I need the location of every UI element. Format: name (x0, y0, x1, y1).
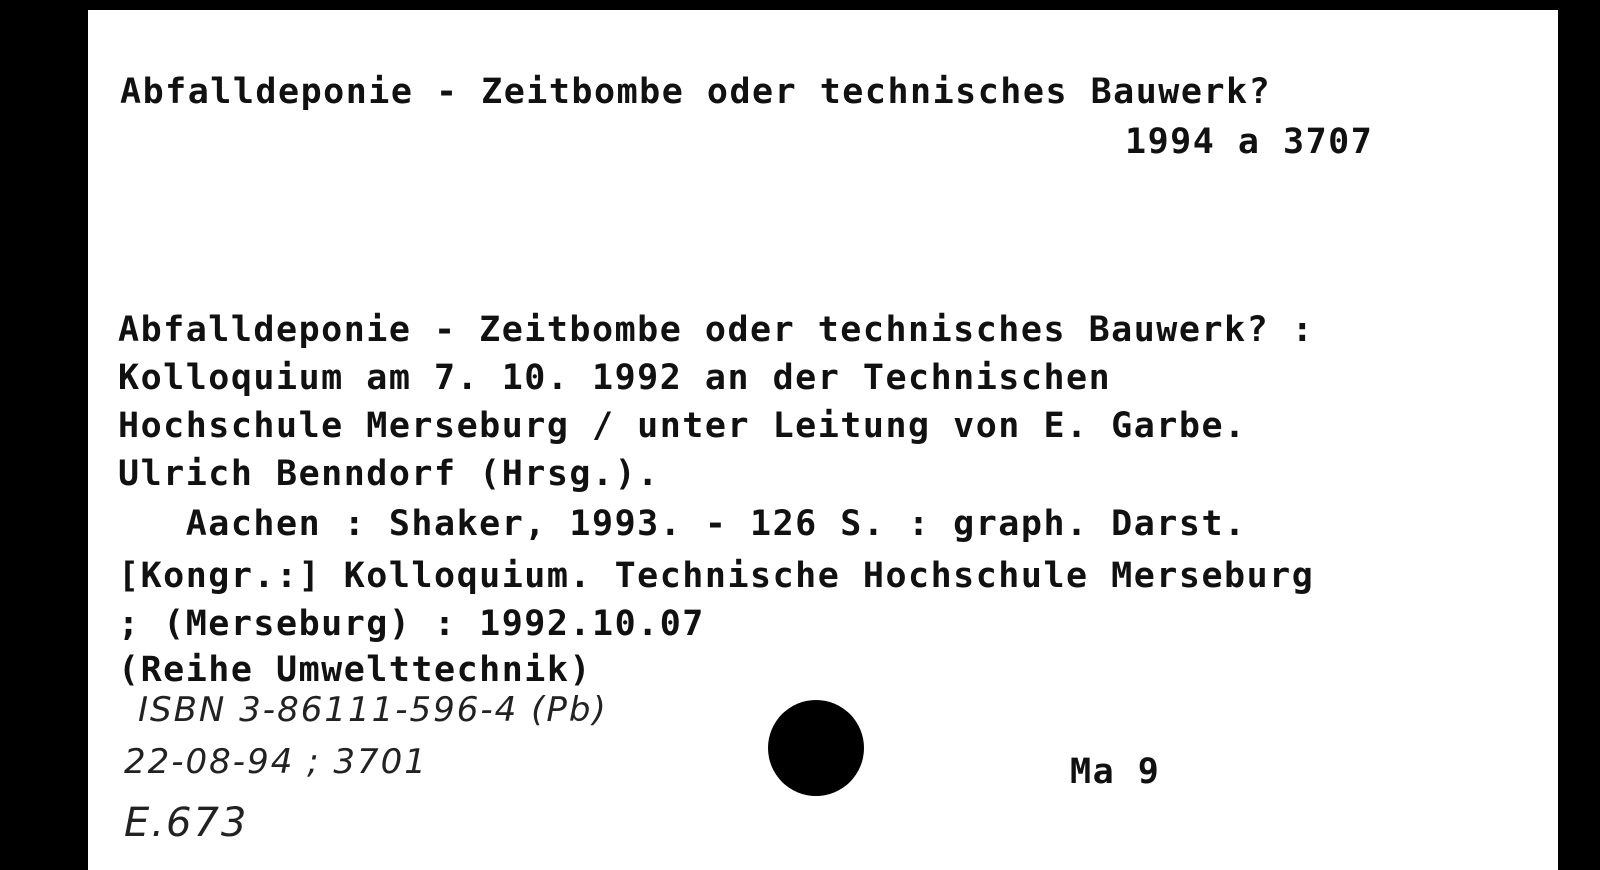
entry-line: ; (Merseburg) : 1992.10.07 (118, 604, 705, 644)
shelf-mark: Ma 9 (1070, 752, 1161, 792)
entry-line: Hochschule Merseburg / unter Leitung von E. Garbe. (118, 406, 1247, 446)
entry-line: (Reihe Umwelttechnik) (118, 650, 593, 690)
entry-line: [Kongr.:] Kolloquium. Technische Hochschule Merseburg (118, 556, 1315, 596)
entry-line: Abfalldeponie - Zeitbombe oder technisches Bauwerk? : (118, 310, 1315, 350)
entry-line: Kolloquium am 7. 10. 1992 an der Technischen (118, 358, 1112, 398)
handwritten-signature-code: E.673 (124, 800, 249, 846)
handwritten-date-code: 22-08-94 ; 3701 (124, 742, 428, 782)
entry-line: Aachen : Shaker, 1993. - 126 S. : graph. Darst. (118, 504, 1247, 544)
call-number: 1994 a 3707 (1125, 122, 1374, 162)
punch-hole (768, 700, 864, 796)
card-header-title: Abfalldeponie - Zeitbombe oder technisches Bauwerk? (120, 72, 1272, 112)
catalog-card (88, 10, 1558, 870)
entry-line: Ulrich Benndorf (Hrsg.). (118, 454, 660, 494)
handwritten-isbn: ISBN 3-86111-596-4 (Pb) (138, 690, 608, 730)
